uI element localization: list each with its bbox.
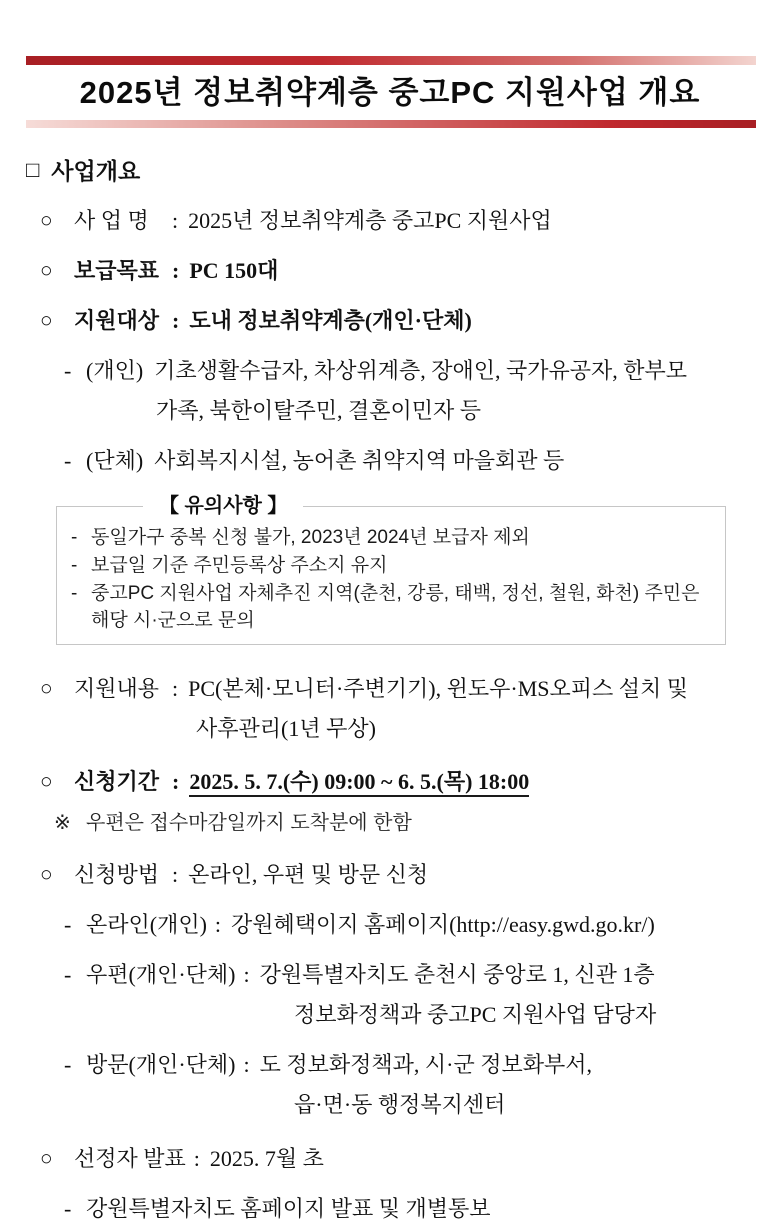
line-2: 정보화정책과 중고PC 지원사업 담당자	[294, 1002, 657, 1027]
row-content	[86, 445, 754, 476]
field-label: 지원내용	[74, 676, 160, 701]
field-value: 사회복지시설, 농어촌 취약지역 마을회관 등	[154, 448, 565, 473]
field-label: (단체)	[86, 448, 144, 473]
colon-separator: :	[243, 1052, 250, 1077]
circle-bullet-icon: ○	[40, 1146, 53, 1170]
row-support-content	[26, 673, 754, 744]
colon-separator: :	[214, 912, 222, 937]
page-title: 2025년 정보취약계층 중고PC 지원사업 개요	[79, 75, 701, 110]
row-announcement	[26, 1143, 754, 1174]
line-1	[74, 673, 754, 704]
circle-bullet-icon: ○	[40, 208, 53, 232]
reference-mark-icon: ※	[54, 812, 71, 834]
row-content	[86, 355, 754, 426]
row-method-mail	[26, 959, 754, 1030]
dash-bullet-icon: -	[71, 583, 78, 604]
row-period-note	[26, 809, 754, 837]
field-label: 지원대상	[74, 308, 160, 333]
notice-item	[71, 552, 711, 579]
colon-separator: :	[172, 308, 180, 333]
title-top-rule	[26, 56, 756, 65]
square-bullet-icon: □	[26, 156, 40, 182]
field-label: 우편(개인·단체)	[86, 962, 236, 987]
field-value: 강원혜택이지 홈페이지(http://easy.gwd.go.kr/)	[231, 912, 655, 937]
colon-separator: :	[172, 676, 179, 701]
title-block	[26, 56, 754, 128]
notice-text: 동일가구 중복 신청 불가, 2023년 2024년 보급자 제외	[91, 527, 530, 548]
dash-bullet-icon: -	[64, 448, 72, 473]
row-content	[74, 305, 754, 336]
field-value: PC(본체·모니터·주변기기), 윈도우·MS오피스 설치 및	[188, 676, 688, 701]
row-content	[86, 1193, 754, 1224]
row-content	[74, 255, 754, 286]
field-value: 기초생활수급자, 차상위계층, 장애인, 국가유공자, 한부모	[154, 358, 687, 383]
row-project-name	[26, 205, 754, 236]
circle-bullet-icon: ○	[40, 676, 53, 700]
field-value: 강원특별자치도 춘천시 중앙로 1, 신관 1층	[259, 962, 655, 987]
line-1: 중고PC 지원사업 자체추진 지역(춘천, 강릉, 태백, 정선, 철원, 화천) 주민은	[91, 583, 700, 604]
note-text: 우편은 접수마감일까지 도착분에 한함	[86, 812, 412, 834]
title-bottom-rule	[26, 120, 756, 128]
field-value: 2025. 7월 초	[209, 1146, 324, 1171]
colon-separator: :	[172, 258, 180, 283]
field-label: 신청방법	[74, 862, 160, 887]
field-value: 도내 정보취약계층(개인·단체)	[189, 308, 472, 333]
row-content	[74, 859, 754, 890]
row-application-period	[26, 766, 754, 797]
field-label: 선정자 발표	[74, 1146, 186, 1171]
row-target-individual	[26, 355, 754, 426]
line-2: 읍·면·동 행정복지센터	[294, 1092, 506, 1117]
notice-box	[56, 495, 726, 645]
line-2: 해당 시·군으로 문의	[91, 610, 255, 631]
colon-separator: :	[193, 1146, 200, 1171]
field-label: 사 업 명	[74, 208, 149, 233]
field-label: 방문(개인·단체)	[86, 1052, 236, 1077]
row-content	[86, 1049, 754, 1120]
field-value: PC 150대	[189, 258, 279, 283]
row-announcement-sub	[26, 1193, 754, 1224]
field-label: 보급목표	[74, 258, 160, 283]
field-value: 2025년 정보취약계층 중고PC 지원사업	[188, 208, 552, 233]
line-1	[86, 355, 754, 386]
field-label: 온라인(개인)	[86, 912, 207, 937]
colon-separator: :	[172, 208, 179, 233]
row-target-group	[26, 445, 754, 476]
row-content	[86, 959, 754, 1030]
colon-separator: :	[243, 962, 250, 987]
row-support-target	[26, 305, 754, 336]
notice-item	[71, 524, 711, 551]
dash-bullet-icon: -	[64, 1052, 72, 1077]
row-content	[86, 909, 754, 940]
notice-text: 보급일 기준 주민등록상 주소지 유지	[91, 555, 388, 576]
colon-separator: :	[172, 862, 179, 887]
row-content	[74, 766, 754, 797]
dash-bullet-icon: -	[71, 527, 78, 548]
row-application-method	[26, 859, 754, 890]
row-method-online	[26, 909, 754, 940]
circle-bullet-icon: ○	[40, 308, 53, 332]
dash-bullet-icon: -	[64, 1196, 72, 1221]
dash-bullet-icon: -	[71, 555, 78, 576]
row-content	[74, 1143, 754, 1174]
colon-separator: :	[172, 769, 180, 794]
line-2: 사후관리(1년 무상)	[196, 716, 376, 741]
field-label: 신청기간	[74, 769, 160, 794]
notice-box-title: 【 유의사항 】	[143, 493, 303, 519]
line-2: 가족, 북한이탈주민, 결혼이민자 등	[156, 398, 482, 423]
row-content	[74, 673, 754, 744]
period-value: 2025. 5. 7.(수) 09:00 ~ 6. 5.(목) 18:00	[189, 769, 529, 797]
dash-bullet-icon: -	[64, 962, 72, 987]
line-1	[86, 1049, 754, 1080]
field-value: 도 정보화정책과, 시·군 정보화부서,	[259, 1052, 592, 1077]
section-title: 사업개요	[51, 158, 141, 184]
section-heading-overview	[26, 153, 754, 186]
field-value: 온라인, 우편 및 방문 신청	[188, 862, 429, 887]
circle-bullet-icon: ○	[40, 862, 53, 886]
notice-text	[91, 580, 700, 634]
notice-item	[71, 580, 711, 634]
field-label: (개인)	[86, 358, 144, 383]
row-method-visit	[26, 1049, 754, 1120]
dash-bullet-icon: -	[64, 358, 72, 383]
row-content	[74, 205, 754, 236]
row-supply-goal	[26, 255, 754, 286]
dash-bullet-icon: -	[64, 912, 72, 937]
line-1	[86, 959, 754, 990]
field-value: 강원특별자치도 홈페이지 발표 및 개별통보	[86, 1196, 491, 1221]
circle-bullet-icon: ○	[40, 258, 53, 282]
circle-bullet-icon: ○	[40, 769, 53, 793]
